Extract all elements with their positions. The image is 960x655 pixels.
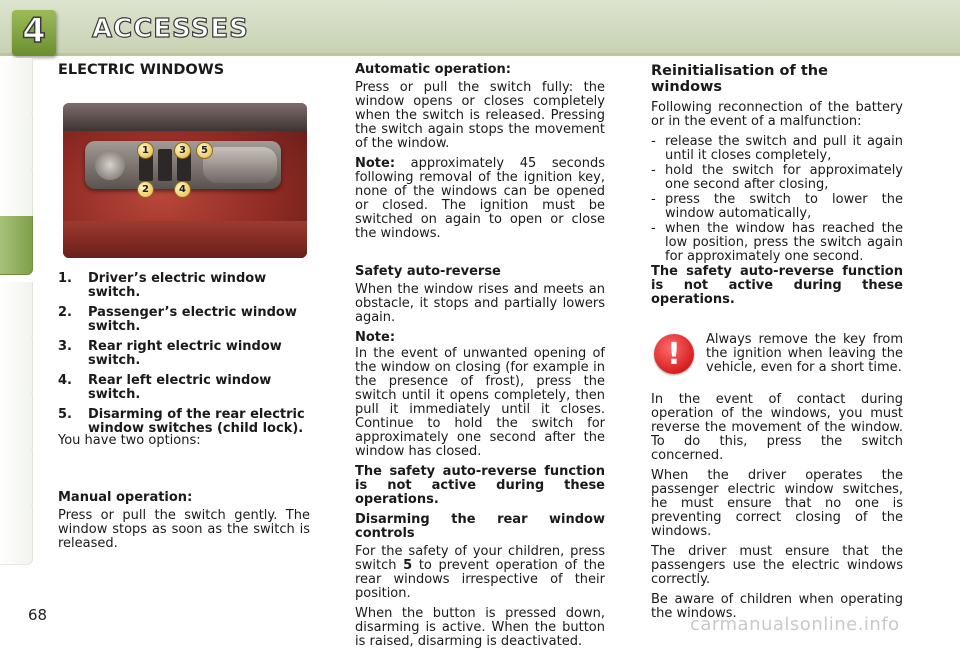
door-panel: [63, 103, 307, 131]
reinit-intro: Following reconnection of the battery or in the event of a malfunction:: [651, 100, 903, 129]
manual-operation: [58, 491, 310, 557]
safety-text: When the window rises and meets an obstacle, it stops and partially lowers again.: [355, 282, 605, 325]
page-number: 68: [28, 606, 48, 624]
chapter-tab[interactable]: [0, 450, 33, 509]
chapter-tab[interactable]: [0, 282, 33, 341]
switch-legend: [58, 272, 310, 442]
note-1: Note: approximately 45 seconds following removal of the ignition key, none of the windows can be opened or closed. The ignition must be switched on again to open or close the windows.: [355, 156, 605, 241]
auto-text: Press or pull the switch fully: the window opens or closes completely when the switch is released. Pressing the switch again stops the movement of the window.: [355, 80, 605, 151]
chapter-badge: [12, 10, 56, 56]
list-item: - when the window has reached the low position, press the switch again for approximately one second.: [651, 221, 903, 264]
auto-heading: Automatic operation:: [355, 62, 511, 77]
chapter-number: 4: [22, 11, 46, 51]
paragraph: When the driver operates the passenger electric window switches, he must ensure that no one is preventing correct closing of the windows.: [651, 468, 903, 539]
section-heading: ELECTRIC WINDOWS: [58, 62, 225, 78]
disarm-text-2: When the button is pressed down, disarming is active. When the button is raised, disarming is deactivated.: [355, 606, 605, 649]
door-handle: [203, 147, 277, 183]
chapter-tab[interactable]: [0, 114, 33, 173]
exclamation-icon: !: [654, 334, 694, 374]
chapter-tab[interactable]: [0, 506, 33, 565]
chapter-tab[interactable]: [0, 338, 33, 397]
chapter-tab[interactable]: [0, 394, 33, 453]
door-trim: [63, 221, 307, 258]
disarm-heading: Disarming the rear window controls: [355, 512, 605, 541]
note-2-text: In the event of unwanted opening of the window on closing (for example in the presence of frost), press the switch until it opens completely, then pull it immediately until it closes. Continue to hold the switch for approximately one second after the window has closed.: [355, 346, 605, 459]
list-item: - hold the switch for approximately one second after closing,: [651, 163, 903, 192]
key-warning: Always remove the key from the ignition when leaving the vehicle, even for a short time.: [706, 332, 903, 375]
mirror-knob: [95, 150, 125, 180]
page-header: [0, 0, 960, 55]
header-divider: [0, 53, 960, 56]
callout-4: 4: [174, 181, 191, 198]
callout-1: 1: [137, 142, 154, 159]
callout-3: 3: [174, 142, 191, 159]
disarm-text: For the safety of your children, press switch 5 to prevent operation of the rear windows irrespective of their position.: [355, 544, 605, 601]
list-item: 5. Disarming of the rear electric window switches (child lock).: [58, 407, 305, 436]
manual-heading: Manual operation:: [58, 490, 193, 505]
chapter-tab[interactable]: [0, 58, 33, 117]
callout-2: 2: [137, 181, 154, 198]
options-text: You have two options:: [58, 433, 201, 448]
paragraph: The driver must ensure that the passengers use the electric windows correctly.: [651, 544, 903, 587]
list-item: 3. Rear right electric window switch.: [58, 339, 282, 368]
reinit-steps: [651, 135, 903, 264]
list-item: 1. Driver’s electric window switch.: [58, 271, 267, 300]
note-2-label: Note:: [355, 330, 396, 345]
reinit-warning: The safety auto-reverse function is not active during these operations.: [651, 264, 903, 307]
middle-column: [355, 63, 605, 655]
page-title: ACCESSES: [92, 14, 249, 44]
watermark: carmanualsonline.info: [690, 614, 900, 635]
left-column: [58, 63, 310, 77]
list-item: 2. Passenger’s electric window switch.: [58, 305, 297, 334]
reinit-heading: Reinitialisation of the windows: [651, 63, 828, 95]
list-item: - release the switch and pull it again until it closes completely,: [651, 134, 903, 163]
window-switch-photo: [63, 103, 307, 258]
list-item: - press the switch to lower the window automatically,: [651, 192, 903, 221]
chapter-tab-active[interactable]: [0, 216, 33, 275]
chapter-tabs: [0, 58, 34, 578]
list-item: 4. Rear left electric window switch.: [58, 373, 272, 402]
manual-text: Press or pull the switch gently. The window stops as soon as the switch is released.: [58, 508, 310, 551]
paragraph: Be aware of children when operating the windows.: [651, 592, 903, 621]
right-paragraphs: [651, 393, 903, 627]
paragraph: In the event of contact during operation of the windows, you must reverse the movement of the window. To do this, press the switch concerned.: [651, 392, 903, 463]
switch-2: [158, 149, 172, 181]
right-column: [651, 63, 903, 313]
callout-5: 5: [196, 142, 213, 159]
safety-heading: Safety auto-reverse: [355, 264, 501, 279]
safety-warning: The safety auto-reverse function is not active during these operations.: [355, 464, 605, 507]
